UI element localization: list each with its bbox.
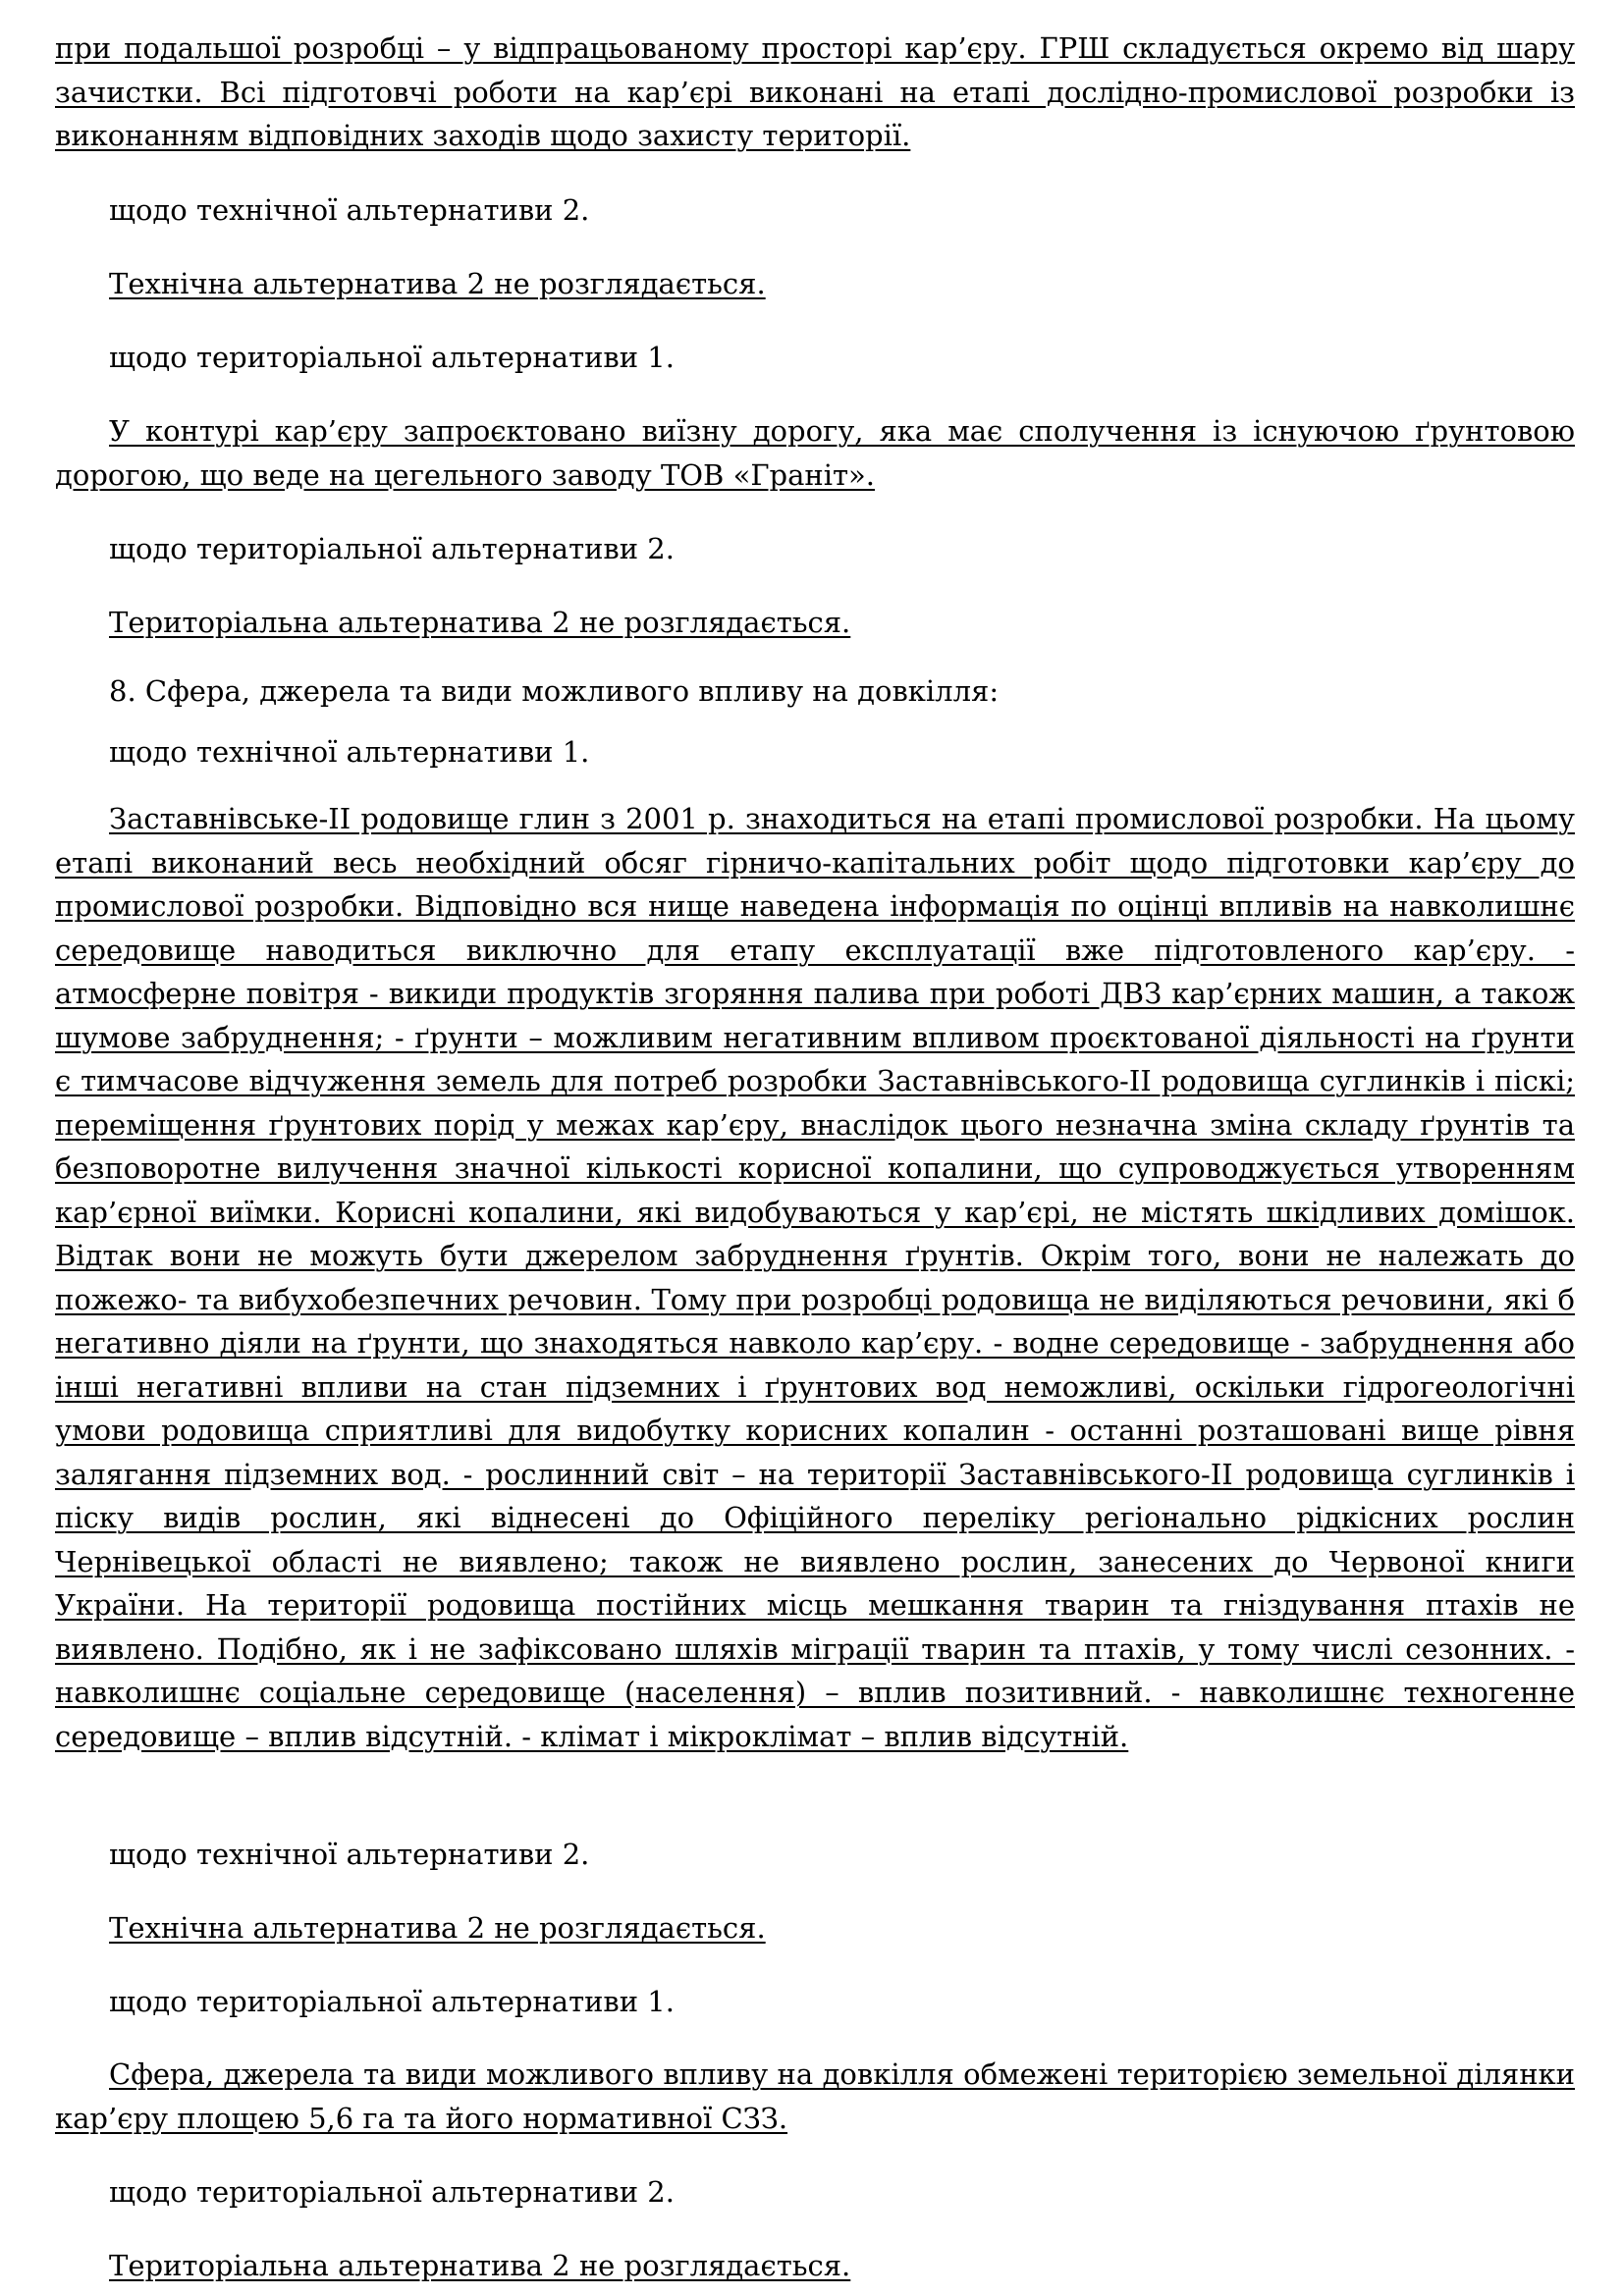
paragraph-technical-alternative-2-not-considered: Технічна альтернатива 2 не розглядається. <box>109 267 766 300</box>
paragraph-territorial-alternative-2-not-considered: Територіальна альтернатива 2 не розглядається. <box>109 606 851 639</box>
paragraph-impact-scope: Сфера, джерела та види можливого впливу на довкілля обмежені територією земельної ділянки кар’єру площею 5,6 га та його нормативної СЗЗ. <box>55 2057 1575 2135</box>
paragraph-exit-road: У контурі кар’єру запроєктовано виїзну дорогу, яка має сполучення із існуючою ґрунтовою дорогою, що веде на цегельного заводу ТОВ «Граніт». <box>55 414 1575 492</box>
paragraph-territorial-alternative-2-not-considered-second: Територіальна альтернатива 2 не розглядається. <box>109 2249 851 2282</box>
heading-territorial-alternative-2-second: щодо територіальної альтернативи 2. <box>109 2175 675 2209</box>
section-8-heading: 8. Сфера, джерела та види можливого впливу на довкілля: <box>109 674 1000 708</box>
paragraph-extraction-continuation: при подальшої розробці – у відпрацьованому просторі кар’єру. ГРШ складується окремо від шару зачистки. Всі підготовчі роботи на кар’єрі виконані на етапі дослідно-промислової розробки із виконанням відповідних заходів щодо захисту території. <box>55 31 1575 152</box>
heading-technical-alternative-1: щодо технічної альтернативи 1. <box>109 735 590 769</box>
paragraph-technical-alternative-2-not-considered-second: Технічна альтернатива 2 не розглядається. <box>109 1911 766 1945</box>
heading-technical-alternative-2: щодо технічної альтернативи 2. <box>109 193 590 227</box>
heading-territorial-alternative-1: щодо територіальної альтернативи 1. <box>109 341 675 374</box>
heading-technical-alternative-2-second: щодо технічної альтернативи 2. <box>109 1838 590 1871</box>
paragraph-environmental-impact: Заставнівське-ІІ родовище глин з 2001 р. знаходиться на етапі промислової розробки. На цьому етапі виконаний весь необхідний обсяг гірничо-капітальних робіт щодо підготовки кар’єру до промислової розробки. Відповідно вся нище наведена інформація по оцінці впливів на навколишнє середовище наводиться виключно для етапу експлуатації вже підготовленого кар’єру. - атмосферне повітря - викиди продуктів згоряння палива при роботі ДВЗ кар’єрних машин, а також шумове забруднення; - ґрунти – можливим негативним впливом проєктованої діяльності на ґрунти є тимчасове відчуження земель для потреб розробки Заставнівського-ІІ родовища суглинків і піскі; переміщення ґрунтових порід у межах кар’єру, внаслідок цього незначна зміна складу ґрунтів та безповоротне вилучення значної кількості корисної копалини, що супроводжується утворенням кар’єрної виїмки. Корисні копалини, які видобуваються у кар’єрі, не містять шкідливих домішок. Відтак вони не можуть бути джерелом забруднення ґрунтів. Окрім того, вони не належать до пожежо- та вибухобезпечних речовин. Тому при розробці родовища не виділяються речовини, які б негативно діяли на ґрунти, що знаходяться навколо кар’єру. - водне середовище - забруднення або інші негативні впливи на стан підземних і ґрунтових вод неможливі, оскільки гідрогеологічні умови родовища сприятливі для видобутку корисних копалин - останні розташовані вище рівня залягання підземних вод. - рослинний світ – на території Заставнівського-ІІ родовища суглинків і піску видів рослин, які віднесені до Офіційного переліку регіонально рідкісних рослин Чернівецької області не виявлено; також не виявлено рослин, занесених до Червоної книги України. На території родовища постійних місць мешкання тварин та гніздування птахів не виявлено. Подібно, як і не зафіксовано шляхів міграції тварин та птахів, у тому числі сезонних. - навколишнє соціальне середовище (населення) – вплив позитивний. - навколишнє техногенне середовище – вплив відсутній. - клімат і мікроклімат – вплив відсутній. <box>55 802 1575 1753</box>
heading-territorial-alternative-1-second: щодо територіальної альтернативи 1. <box>109 1985 675 2018</box>
heading-territorial-alternative-2: щодо територіальної альтернативи 2. <box>109 532 675 565</box>
